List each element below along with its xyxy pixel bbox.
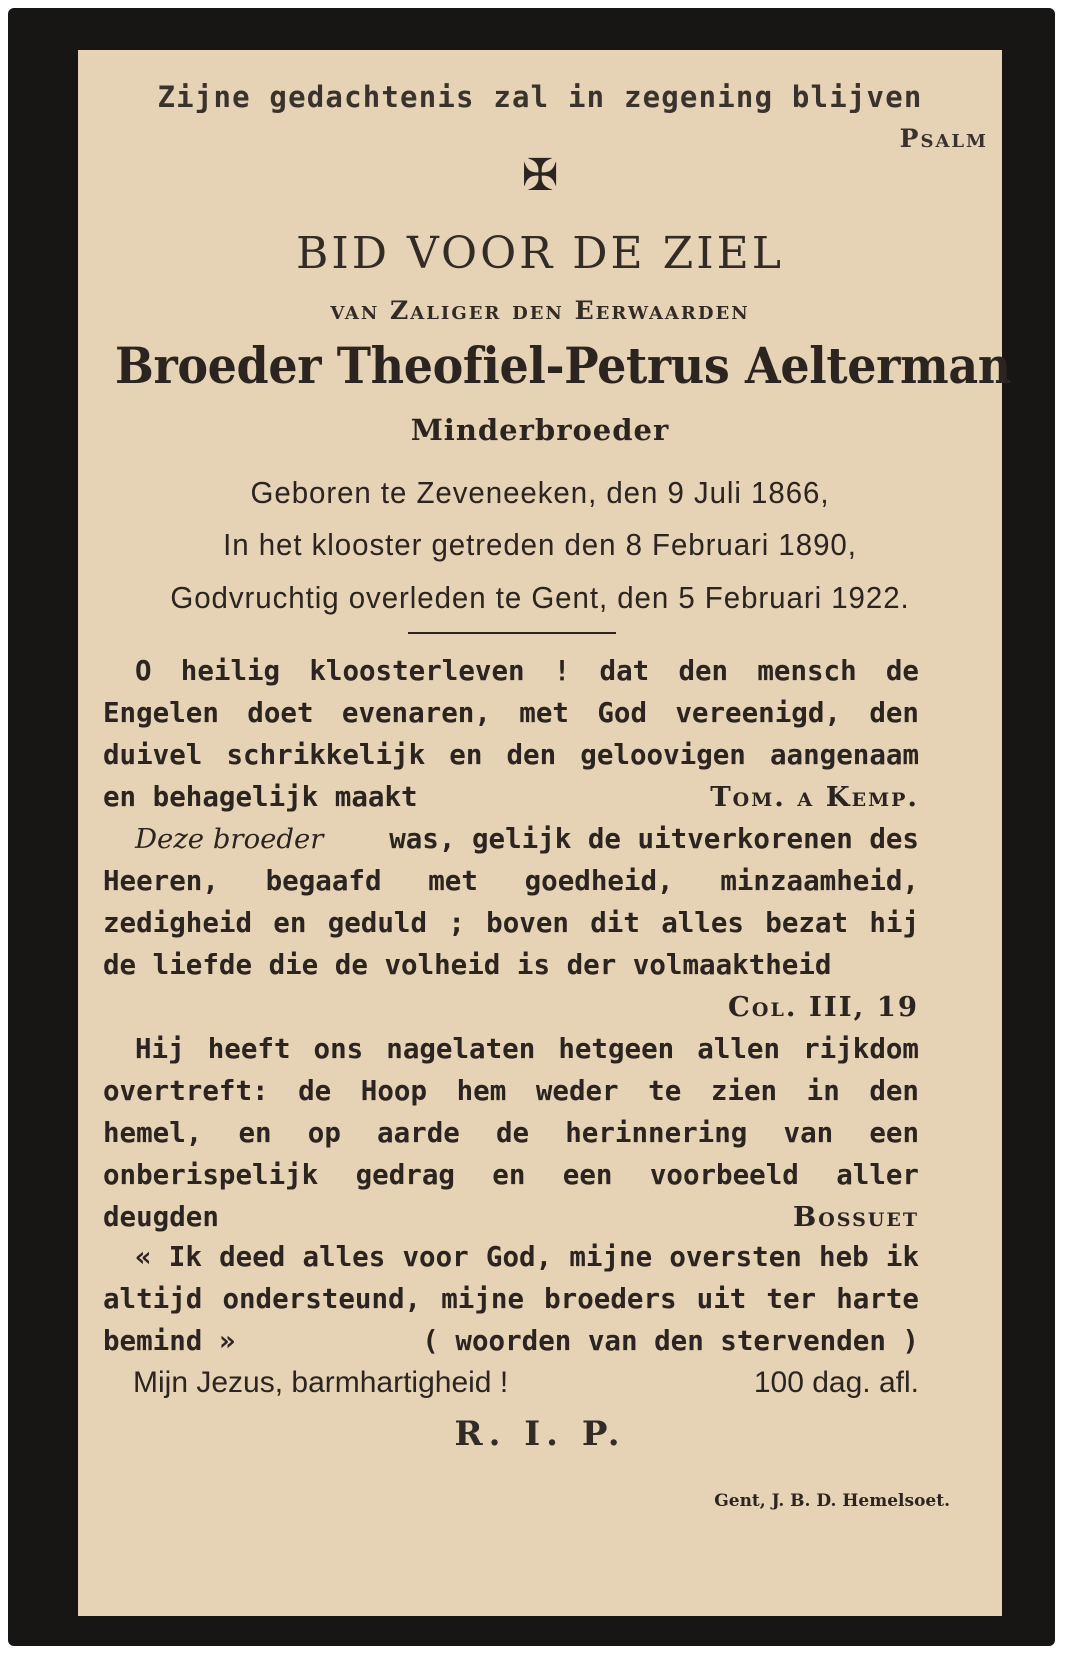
deceased-role: Minderbroeder — [410, 413, 670, 447]
text-line-end: deugden — [103, 1201, 219, 1233]
printer-credit: Gent, J. B. D. Hemelsoet. — [714, 1491, 950, 1511]
text-line: de liefde die de volheid is der volmaaktheid — [103, 949, 832, 981]
divider — [408, 632, 616, 634]
paragraph-virtues — [103, 818, 919, 1028]
prayer-line — [103, 1362, 919, 1404]
text-line: altijd ondersteund, mijne broeders uit ter harte — [103, 1283, 919, 1315]
paragraph-kempis — [103, 650, 919, 818]
indulgence: 100 dag. afl. — [753, 1366, 919, 1399]
text-line-end: bemind » — [103, 1325, 236, 1357]
bio-born: Geboren te Zeveneeken, den 9 Juli 1866, — [250, 475, 830, 510]
text-line: O heilig kloosterleven ! dat den mensch de — [135, 655, 919, 687]
text-line — [103, 1196, 919, 1238]
italic-lead: Deze broeder — [135, 823, 324, 855]
text-line: duivel schrikkelijk en den geloovigen aangenaam — [103, 739, 919, 771]
psalm-quote: Zijne gedachtenis zal in zegening blijven — [157, 80, 923, 114]
text-line: Heeren, begaafd met goedheid, minzaamheid, — [103, 865, 919, 897]
attribution-bossuet: Bossuet — [792, 1201, 919, 1233]
text-line: « Ik deed alles voor God, mijne oversten heb ik — [135, 1241, 919, 1273]
attribution-colossians: Col. III, 19 — [728, 991, 919, 1023]
paragraph-last-words — [103, 1236, 919, 1362]
text-line: onberispelijk gedrag en een voorbeeld aller — [103, 1159, 919, 1191]
subheading: van Zaliger den Eerwaarden — [330, 296, 750, 325]
text-line: hemel, en op aarde de herinnering van een — [103, 1117, 919, 1149]
bio-died: Godvruchtig overleden te Gent, den 5 Februari 1922. — [170, 580, 910, 615]
text-line: Engelen doet evenaren, met God vereenigd, den — [103, 697, 919, 729]
heading: BID VOOR DE ZIEL — [296, 228, 784, 279]
deceased-name: Broeder Theofiel-Petrus Aelterman — [114, 336, 1011, 395]
paragraph-bossuet — [103, 1028, 919, 1238]
text-line: Hij heeft ons nagelaten hetgeen allen rijkdom — [135, 1033, 919, 1065]
attribution-kempis: Tom. a Kemp. — [710, 781, 919, 813]
text-line — [103, 1320, 919, 1362]
text-line-rest: was, gelijk de uitverkorenen des — [389, 823, 919, 855]
attribution-colossians-line — [103, 986, 919, 1028]
text-line — [103, 1362, 919, 1404]
text-line — [103, 818, 919, 860]
text-line: zedigheid en geduld ; boven dit alles bezat hij — [103, 907, 919, 939]
text-line: overtreft: de Hoop hem weder te zien in den — [103, 1075, 919, 1107]
psalm-reference: Psalm — [899, 124, 988, 153]
prayer: Mijn Jezus, barmhartigheid ! — [133, 1366, 509, 1399]
memorial-card — [78, 50, 1011, 1616]
bio-entered: In het klooster getreden den 8 Februari 1890, — [223, 527, 857, 562]
attribution-last-words: ( woorden van den stervenden ) — [422, 1325, 919, 1357]
rip: R. I. P. — [454, 1414, 626, 1454]
card-border — [8, 8, 1055, 1646]
text-line — [103, 776, 919, 818]
cross-icon: ✠ — [521, 150, 559, 201]
text-line-end: en behagelijk maakt — [103, 781, 418, 813]
